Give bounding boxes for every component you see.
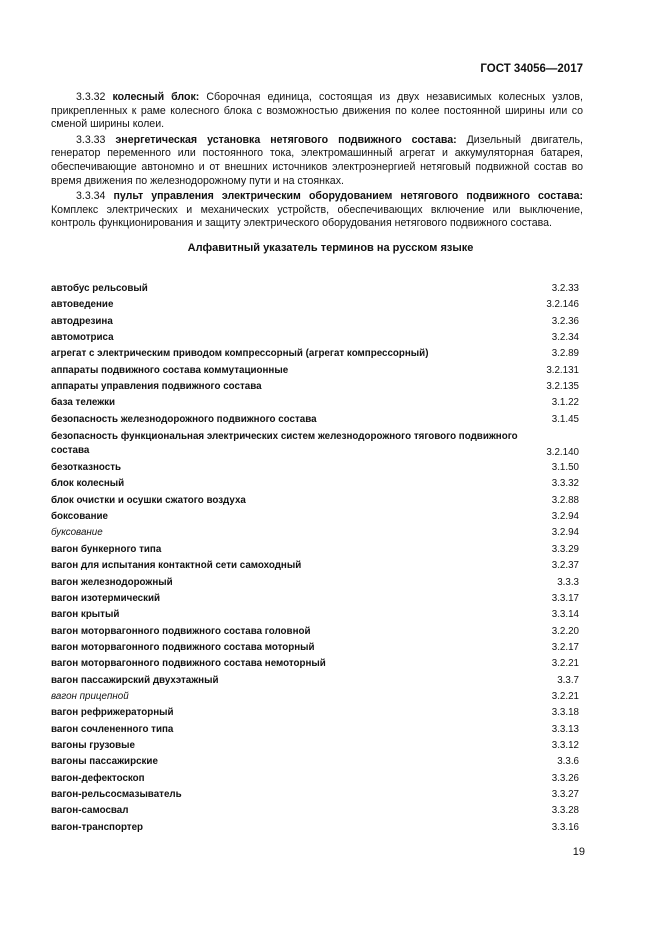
index-term: буксование (51, 527, 103, 539)
index-reference: 3.3.27 (551, 788, 579, 800)
index-reference: 3.2.94 (551, 527, 579, 539)
index-entry (51, 689, 579, 705)
index-entry (51, 297, 579, 313)
term-index-list (51, 281, 579, 836)
index-reference: 3.2.89 (551, 348, 579, 360)
index-term: вагоны пассажирские (51, 756, 158, 768)
index-term: вагон прицепной (51, 690, 129, 702)
index-reference: 3.1.22 (551, 397, 579, 409)
index-entry (51, 476, 579, 492)
index-reference: 3.2.131 (546, 364, 579, 376)
index-term: вагон моторвагонного подвижного состава моторный (51, 641, 315, 653)
index-term: вагон-рельсосмазыватель (51, 788, 182, 800)
index-reference: 3.3.26 (551, 772, 579, 784)
index-term: боксование (51, 511, 108, 523)
index-reference: 3.3.16 (551, 821, 579, 833)
index-reference: 3.2.88 (551, 494, 579, 506)
index-term: вагон железнодорожный (51, 576, 173, 588)
index-reference: 3.3.29 (551, 543, 579, 555)
index-term: автодрезина (51, 315, 113, 327)
definition-term: пульт управления электрическим оборудованием нетягового подвижного состава: (113, 190, 583, 203)
definition-term: энергетическая установка нетягового подвижного состава: (115, 133, 457, 146)
index-reference: 3.2.34 (551, 332, 579, 344)
index-reference: 3.3.12 (551, 739, 579, 751)
index-term: вагон сочлененного типа (51, 723, 174, 735)
index-entry (51, 509, 579, 525)
index-term: вагон-дефектоскоп (51, 772, 145, 784)
index-reference: 3.2.135 (546, 381, 579, 393)
index-reference: 3.2.94 (551, 511, 579, 523)
index-entry (51, 787, 579, 803)
index-entry (51, 558, 579, 574)
index-reference: 3.2.21 (551, 690, 579, 702)
index-reference: 3.3.28 (551, 805, 579, 817)
definition-paragraph (51, 134, 583, 188)
index-term: вагон рефрижераторный (51, 707, 174, 719)
definition-text: Комплекс электрических и механических устройств, обеспечивающих включение или выключение, контроль функционирования и защиту электрического оборудования нетягового подвижного состава. (51, 203, 583, 230)
index-term: безопасность функциональная электрических систем железнодорожного тягового подвижного состава (51, 431, 518, 457)
index-term: аппараты подвижного состава коммутационные (51, 364, 289, 376)
index-reference: 3.2.21 (551, 658, 579, 670)
index-term: безотказность (51, 462, 122, 474)
index-entry (51, 771, 579, 787)
definition-term: колесный блок: (112, 91, 200, 103)
index-entry (51, 607, 579, 623)
index-reference: 3.3.6 (557, 756, 579, 768)
index-entry (51, 379, 579, 395)
index-entry (51, 624, 579, 640)
index-reference: 3.2.36 (551, 315, 579, 327)
index-term: автоведение (51, 299, 114, 311)
index-entry (51, 705, 579, 721)
index-term: автомотриса (51, 332, 114, 344)
index-term: автобус рельсовый (51, 283, 148, 294)
index-entry (51, 346, 579, 362)
definition-number: 3.3.34 (76, 190, 106, 203)
index-entry (51, 428, 579, 460)
index-term: вагон изотермический (51, 592, 161, 604)
index-reference: 3.3.17 (551, 592, 579, 604)
index-reference: 3.3.14 (551, 609, 579, 621)
index-reference: 3.3.32 (551, 478, 579, 490)
index-entry (51, 493, 579, 509)
index-entry (51, 525, 579, 541)
index-entry (51, 640, 579, 656)
index-term: вагон пассажирский двухэтажный (51, 674, 219, 686)
index-entry (51, 591, 579, 607)
index-term: блок очистки и осушки сжатого воздуха (51, 494, 246, 506)
index-reference: 3.2.37 (551, 560, 579, 572)
definition-number: 3.3.32 (76, 91, 106, 103)
index-entry (51, 460, 579, 476)
index-term: вагон-транспортер (51, 821, 144, 833)
index-reference: 3.1.45 (551, 413, 579, 425)
index-reference: 3.2.146 (546, 299, 579, 311)
index-term: вагон бункерного типа (51, 543, 162, 555)
index-term: вагон моторвагонного подвижного состава немоторный (51, 658, 326, 670)
page-number: 19 (572, 846, 585, 858)
index-reference: 3.2.20 (551, 625, 579, 637)
index-title: Алфавитный указатель терминов на русском языке (187, 242, 474, 254)
definition-text: Сборочная единица, состоящая из двух независимых колесных узлов, прикрепленных к раме колесного блока с возможностью движения по колее постоянной ширины или со сменой ширины колеи. (51, 91, 583, 131)
index-entry (51, 803, 579, 819)
index-entry (51, 330, 579, 346)
definition-text: Дизельный двигатель, генератор переменного или постоянного тока, электромашинный агрегат и аккумуляторная батарея, обеспечивающие автономно и от внешних источников электроэнергией нетяговый подвижной состав во время движения по железнодорожному пути и на стоянках. (51, 133, 583, 187)
index-term: безопасность железнодорожного подвижного состава (51, 413, 317, 425)
document-number: ГОСТ 34056—2017 (480, 63, 583, 75)
index-entry (51, 738, 579, 754)
index-term: вагон-самосвал (51, 805, 129, 817)
index-term: агрегат с электрическим приводом компрессорный (агрегат компрессорный) (51, 348, 429, 360)
index-entry (51, 754, 579, 770)
index-term: вагоны грузовые (51, 739, 135, 751)
index-reference: 3.2.33 (551, 283, 579, 294)
definitions-block (51, 91, 583, 231)
index-reference: 3.3.18 (551, 707, 579, 719)
index-entry (51, 412, 579, 428)
index-reference: 3.2.140 (546, 447, 579, 459)
index-reference: 3.1.50 (551, 462, 579, 474)
index-entry (51, 363, 579, 379)
definition-paragraph (51, 190, 583, 231)
index-reference: 3.3.13 (551, 723, 579, 735)
index-reference: 3.3.7 (557, 674, 579, 686)
index-entry (51, 673, 579, 689)
index-term: вагон моторвагонного подвижного состава головной (51, 625, 311, 637)
index-term: база тележки (51, 397, 116, 409)
definition-number: 3.3.33 (76, 133, 106, 146)
index-term: блок колесный (51, 478, 125, 490)
index-reference: 3.3.3 (557, 576, 579, 588)
index-term: аппараты управления подвижного состава (51, 381, 262, 393)
definition-paragraph (51, 91, 583, 132)
index-entry (51, 722, 579, 738)
index-term: вагон крытый (51, 609, 120, 621)
index-entry (51, 314, 579, 330)
index-entry (51, 656, 579, 672)
index-term: вагон для испытания контактной сети самоходный (51, 560, 302, 572)
index-entry (51, 820, 579, 836)
index-reference: 3.2.17 (551, 641, 579, 653)
index-entry (51, 281, 579, 297)
index-entry (51, 542, 579, 558)
index-entry (51, 395, 579, 411)
index-entry (51, 575, 579, 591)
